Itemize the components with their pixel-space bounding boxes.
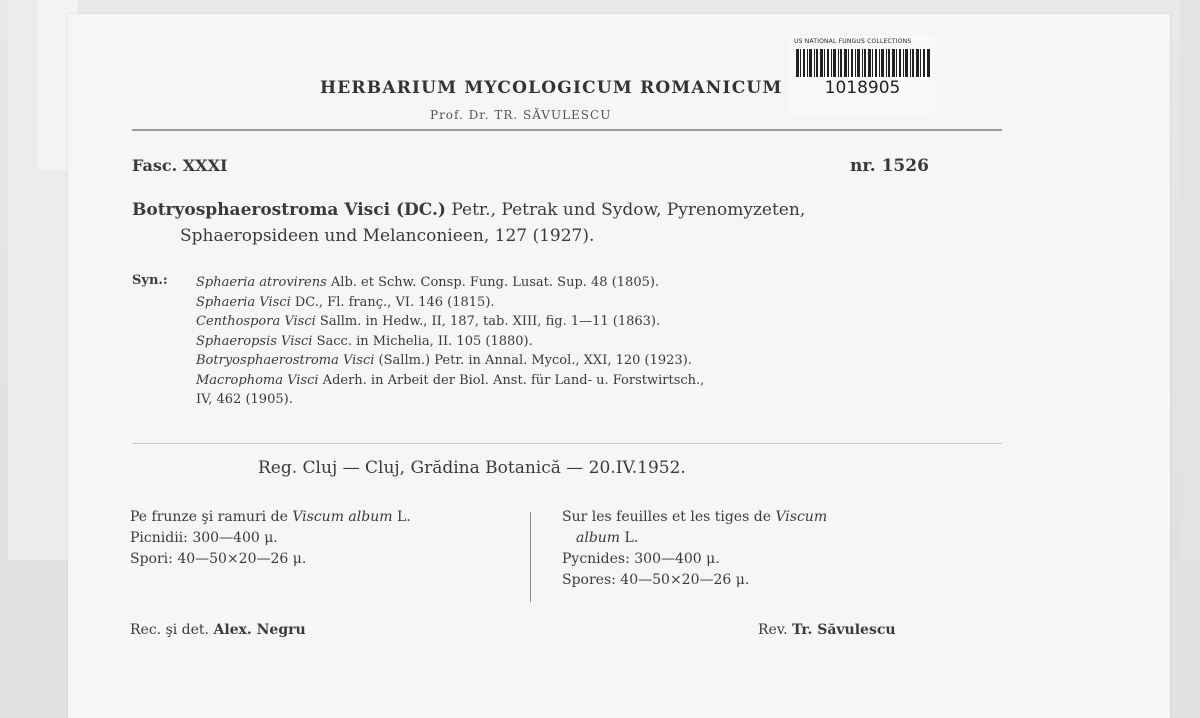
reviewer-label: Rev. xyxy=(758,622,792,638)
locality: Reg. Cluj — Cluj, Grădina Botanică — 20.IV.1952. xyxy=(258,458,686,478)
species-citation-1: Petr., Petrak und Sydow, Pyrenomyzeten, xyxy=(445,200,806,220)
section-rule xyxy=(132,443,1002,444)
synonym-name: Sphaeropsis Visci xyxy=(196,333,313,349)
collector-label: Rec. şi det. xyxy=(130,622,214,638)
synonym-citation: Aderh. in Arbeit der Biol. Anst. für Land- u. Forstwirtsch., xyxy=(318,372,705,388)
collector xyxy=(130,622,306,638)
synonym-name: Botryosphaerostroma Visci xyxy=(196,353,375,368)
pycnidia-line: Picnidii: 300—400 μ. xyxy=(130,530,278,546)
spores-line: Spores: 40—50×20—26 μ. xyxy=(562,572,750,588)
host-line xyxy=(562,507,827,528)
synonym-citation: IV, 462 (1905). xyxy=(196,392,293,407)
host-author: L. xyxy=(620,530,639,546)
host-epithet: album xyxy=(576,530,621,546)
host-line xyxy=(130,507,411,528)
host-species: Viscum album xyxy=(292,509,393,525)
synonyms-label: Syn.: xyxy=(132,273,168,288)
synonym-item xyxy=(196,312,704,332)
collector-name: Alex. Negru xyxy=(213,622,306,638)
romanian-description xyxy=(130,507,411,570)
synonym-citation: Sallm. in Hedw., II, 187, tab. XIII, fig. 1—11 (1863). xyxy=(315,314,661,329)
synonym-item xyxy=(196,390,704,410)
barcode-number: 1018905 xyxy=(824,78,901,98)
spores-line: Spori: 40—50×20—26 μ. xyxy=(130,551,307,567)
synonym-name: Sphaeria Visci xyxy=(196,294,291,310)
host-line-2 xyxy=(562,528,827,549)
barcode-icon xyxy=(796,49,930,77)
column-divider xyxy=(530,512,531,602)
synonym-item xyxy=(196,293,704,313)
label-subtitle: Prof. Dr. TR. SĂVULESCU xyxy=(430,108,612,122)
reviewer xyxy=(758,622,896,638)
barcode-label xyxy=(790,36,935,114)
species-name: Botryosphaerostroma Visci (DC.) xyxy=(132,200,446,220)
pycnidia-line: Pycnides: 300—400 μ. xyxy=(562,551,720,567)
fascicle: Fasc. XXXI xyxy=(132,156,228,175)
label-title: HERBARIUM MYCOLOGICUM ROMANICUM xyxy=(320,78,783,98)
species-citation-2: Sphaeropsideen und Melanconieen, 127 (1927). xyxy=(180,226,595,246)
synonym-name: Sphaeria atrovirens xyxy=(196,275,327,290)
synonym-citation: (Sallm.) Petr. in Annal. Mycol., XXI, 120 (1923). xyxy=(374,353,692,368)
synonym-citation: DC., Fl. franç., VI. 146 (1815). xyxy=(290,294,495,310)
synonyms-list xyxy=(196,273,704,410)
barcode-institution: US NATIONAL FUNGUS COLLECTIONS xyxy=(794,38,912,45)
synonym-item xyxy=(196,371,704,391)
synonym-name: Centhospora Visci xyxy=(196,314,316,329)
header-rule xyxy=(132,129,1002,131)
synonym-citation: Alb. et Schw. Consp. Fung. Lusat. Sup. 48 (1805). xyxy=(326,275,660,290)
synonym-name: Macrophoma Visci xyxy=(196,372,319,388)
french-description xyxy=(562,507,827,591)
host-text: Pe frunze şi ramuri de xyxy=(130,509,293,525)
species-heading xyxy=(132,200,805,220)
synonym-item xyxy=(196,332,704,352)
host-genus: Viscum xyxy=(775,509,828,525)
synonym-item xyxy=(196,273,704,293)
host-author: L. xyxy=(392,509,411,525)
specimen-number: nr. 1526 xyxy=(850,156,929,176)
synonym-citation: Sacc. in Michelia, II. 105 (1880). xyxy=(312,333,533,349)
host-text: Sur les feuilles et les tiges de xyxy=(562,509,776,525)
reviewer-name: Tr. Săvulescu xyxy=(791,622,896,638)
synonym-item xyxy=(196,351,704,371)
